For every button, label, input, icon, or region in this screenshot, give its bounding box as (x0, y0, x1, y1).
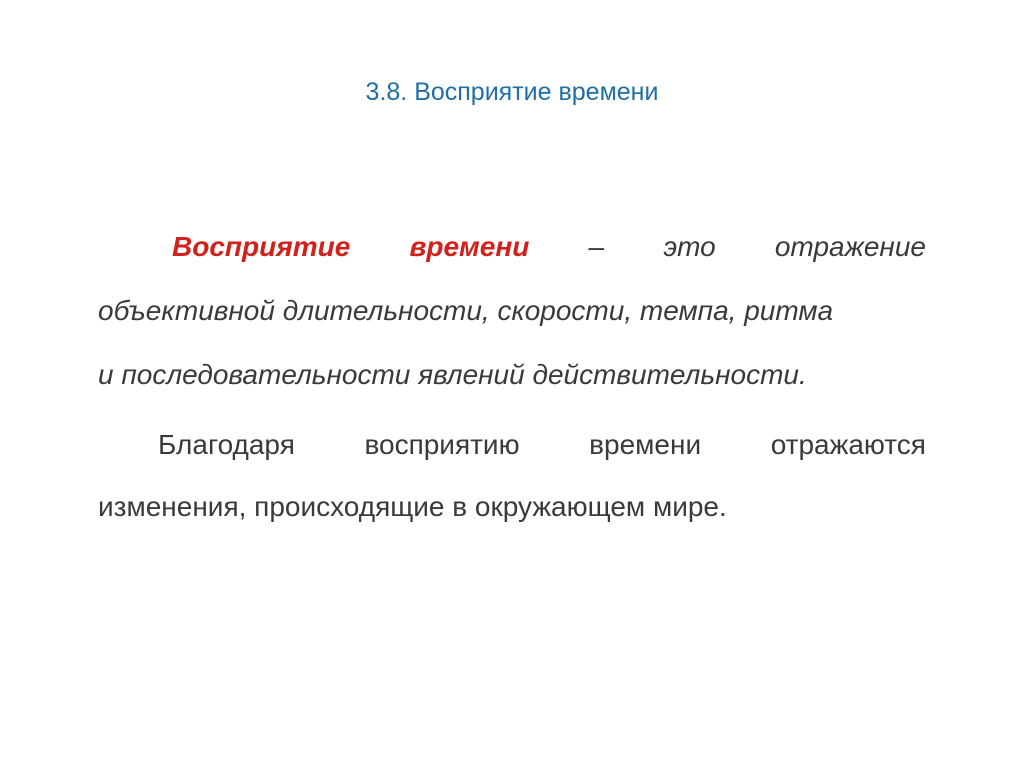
definition-word-eto: это (663, 231, 716, 262)
consequence-word-1: Благодаря (158, 429, 295, 460)
consequence-word-2: восприятию (364, 429, 520, 460)
definition-dash: – (588, 231, 605, 262)
term-word-time: времени (409, 231, 530, 262)
consequence-word-4: отражаются (770, 429, 926, 460)
definition-word-otrazhenie: отражение (774, 231, 926, 262)
consequence-word-3: времени (589, 429, 702, 460)
definition-paragraph (98, 215, 926, 407)
definition-line-1 (98, 215, 926, 279)
slide-title: 3.8. Восприятие времени (365, 78, 659, 106)
consequence-line-1 (98, 414, 926, 476)
term-word-perception: Восприятие (172, 231, 351, 262)
consequence-line-2: изменения, происходящие в окружающем мире. (98, 491, 727, 522)
consequence-paragraph (98, 414, 926, 538)
definition-line-3: и последовательности явлений действительности. (98, 359, 807, 390)
definition-line-2: объективной длительности, скорости, темпа, ритма (98, 295, 834, 326)
